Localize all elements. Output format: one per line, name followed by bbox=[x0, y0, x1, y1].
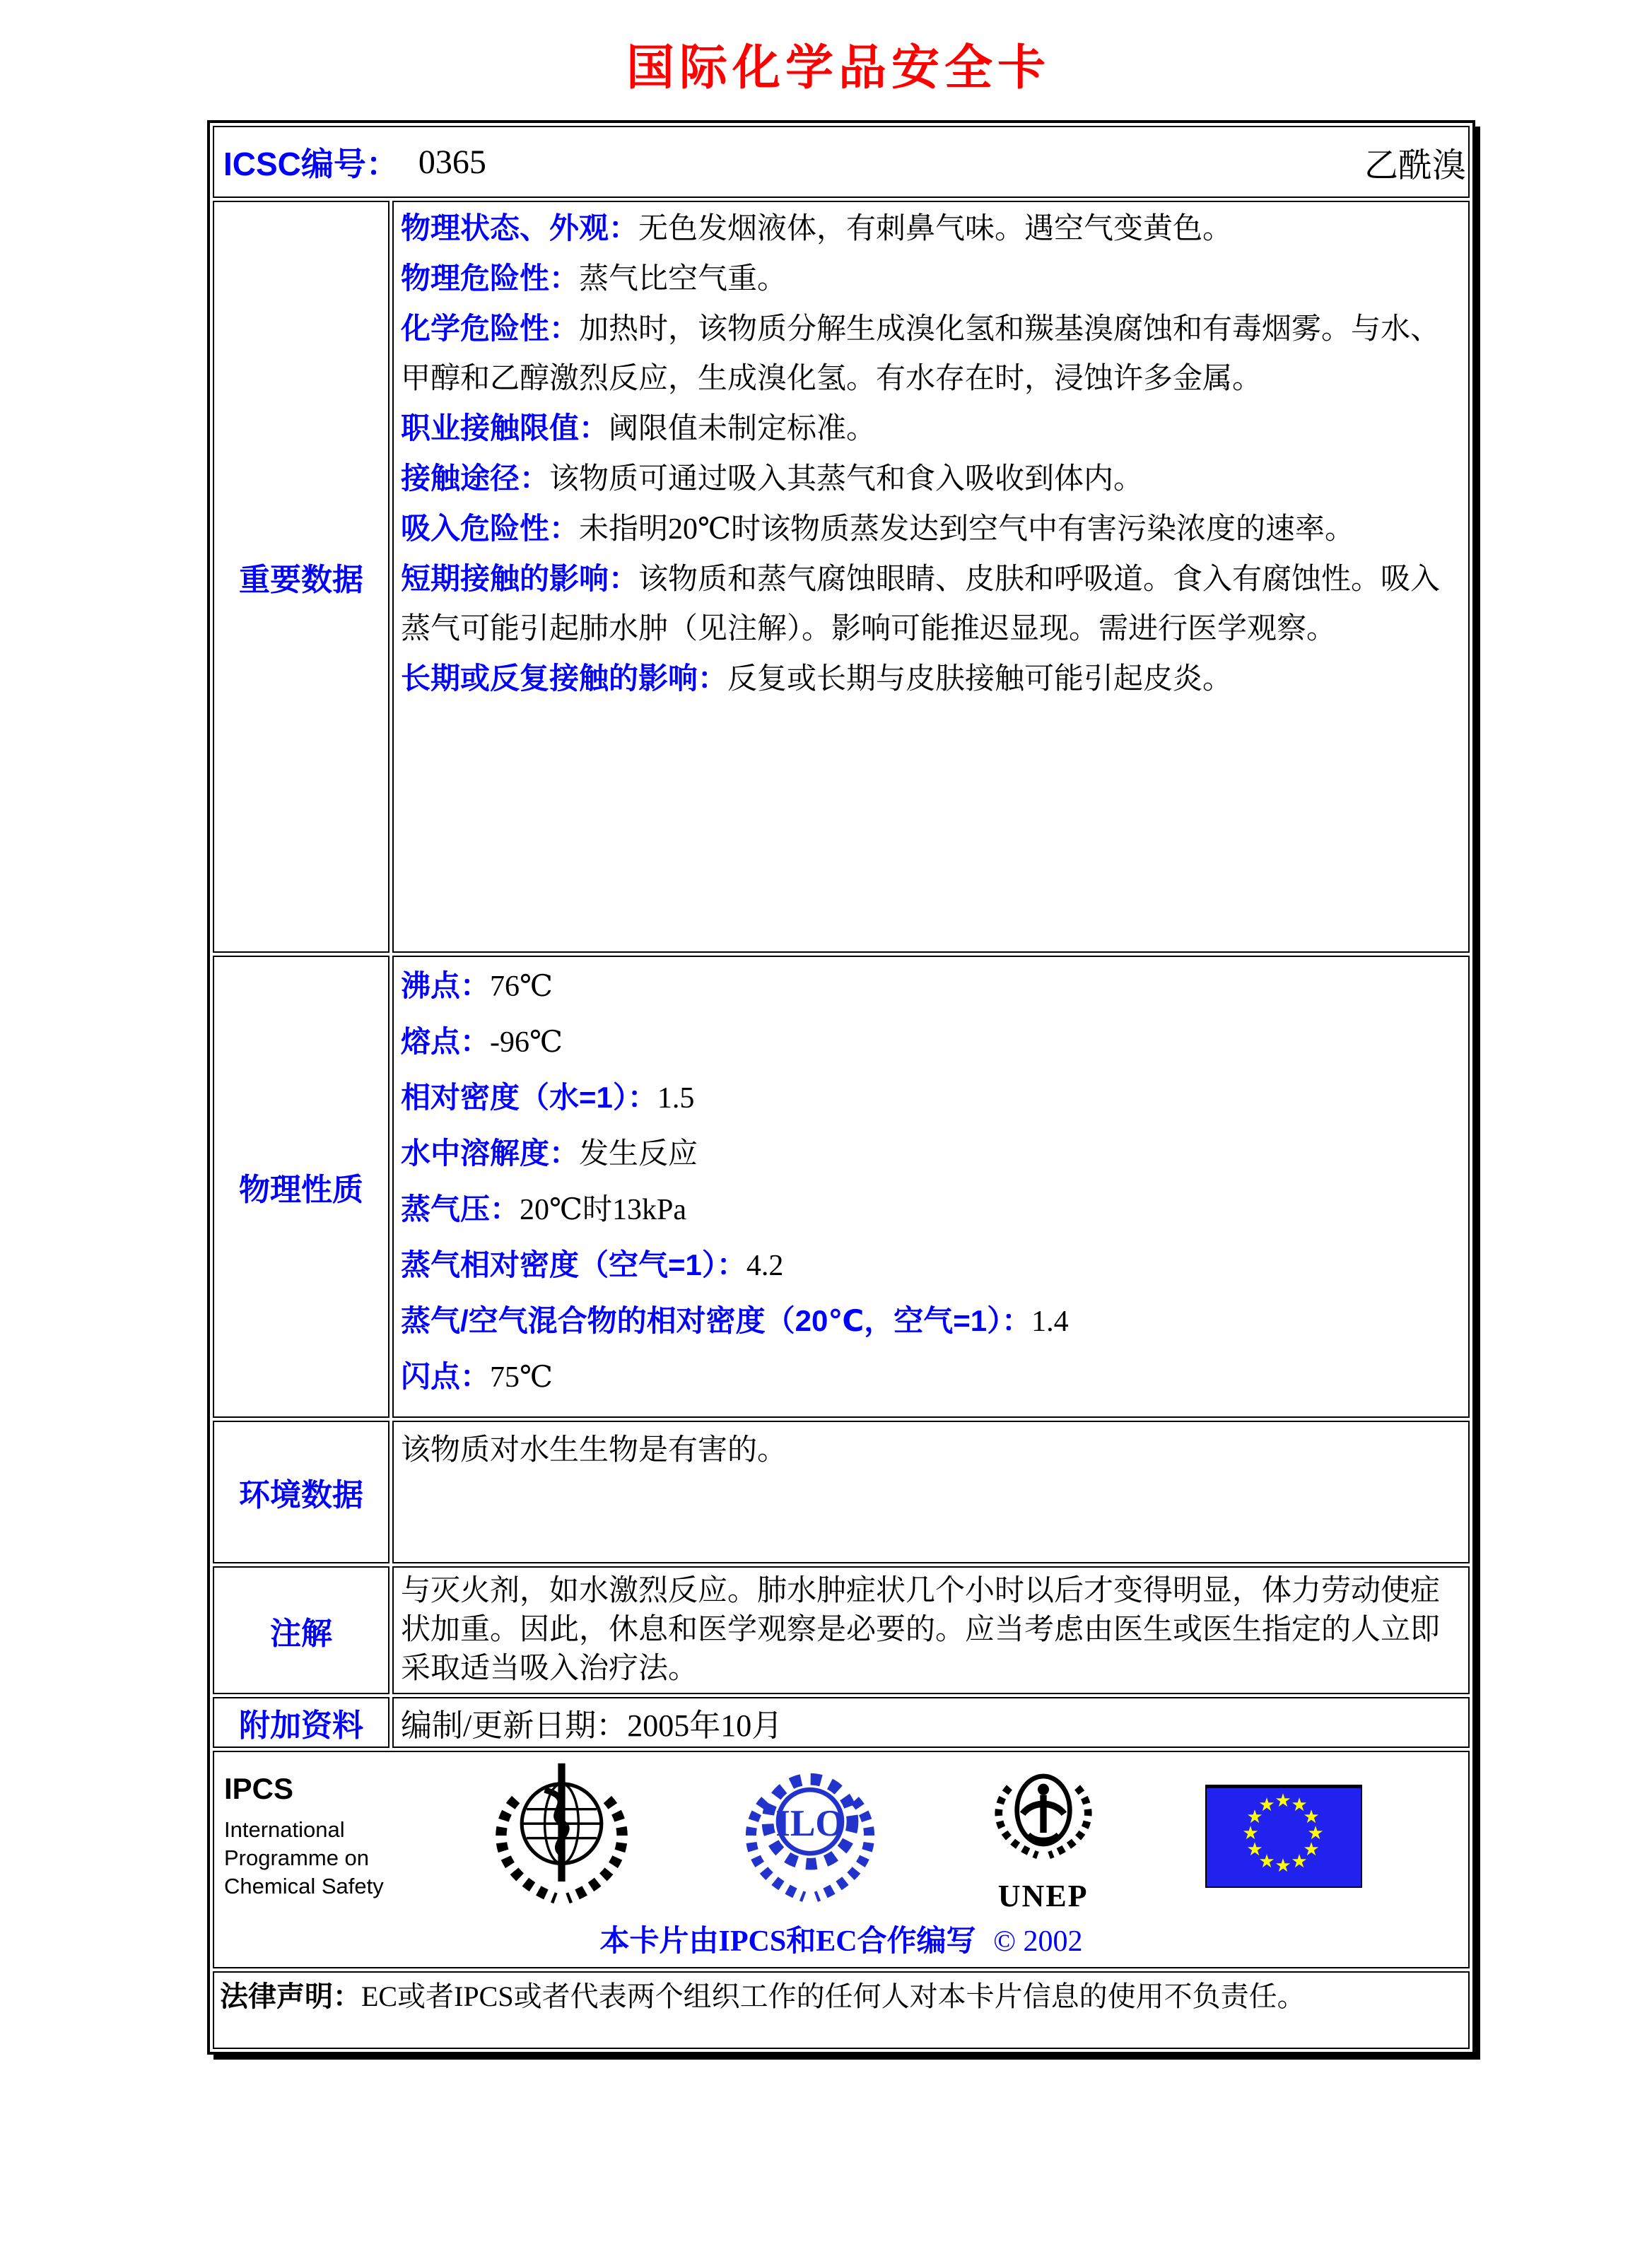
cooperation-caption bbox=[214, 1913, 1468, 1967]
data-item-text: 未指明20℃时该物质蒸发达到空气中有害污染浓度的速率。 bbox=[579, 513, 1355, 546]
data-item-label: 吸入危险性： bbox=[401, 512, 580, 545]
data-item-label: 物理危险性： bbox=[401, 262, 580, 295]
notes-row bbox=[213, 1566, 1470, 1694]
unep-logo-text: UNEP bbox=[997, 1879, 1089, 1913]
svg-text:★: ★ bbox=[1246, 1839, 1263, 1860]
logos-row bbox=[213, 1751, 1470, 1968]
data-item-label: 短期接触的影响： bbox=[401, 562, 639, 595]
svg-text:★: ★ bbox=[1258, 1795, 1275, 1816]
data-item-label: 职业接触限值： bbox=[401, 411, 609, 445]
property-value: 20℃时13kPa bbox=[520, 1194, 686, 1226]
data-item-label: 接触途径： bbox=[401, 462, 550, 495]
logos-strip bbox=[214, 1752, 1468, 1913]
svg-text:★: ★ bbox=[1275, 1790, 1291, 1812]
property-value: -96℃ bbox=[490, 1026, 563, 1059]
legal-notice-label: 法律声明： bbox=[220, 1981, 361, 2012]
property-item bbox=[401, 958, 1461, 1014]
data-item bbox=[401, 204, 1461, 254]
data-item bbox=[401, 304, 1461, 404]
physical-properties-row bbox=[213, 956, 1470, 1418]
cooperation-caption-text: 本卡片由IPCS和EC合作编写 bbox=[599, 1925, 976, 1958]
data-item-label: 长期或反复接触的影响： bbox=[401, 662, 728, 695]
property-label: 沸点： bbox=[401, 969, 491, 1002]
svg-text:★: ★ bbox=[1303, 1807, 1320, 1828]
environment-content: 该物质对水生生物是有害的。 bbox=[392, 1421, 1470, 1563]
property-item bbox=[401, 1238, 1461, 1293]
data-item-text: 蒸气比空气重。 bbox=[579, 263, 787, 295]
data-item-text: 阈限值未制定标准。 bbox=[609, 413, 877, 445]
data-item-text: 加热时，该物质分解生成溴化氢和羰基溴腐蚀和有毒烟雾。与水、甲醇和乙醇激烈反应，生成溴化氢。有水存在时，浸蚀许多金属。 bbox=[401, 313, 1441, 395]
icsc-number-label: ICSC编号： bbox=[223, 146, 399, 182]
svg-text:★: ★ bbox=[1291, 1795, 1308, 1816]
additional-info-content: 编制/更新日期：2005年10月 bbox=[392, 1697, 1470, 1748]
icsc-table bbox=[210, 123, 1472, 2052]
data-item-text: 该物质可通过吸入其蒸气和食入吸收到体内。 bbox=[549, 463, 1144, 495]
property-label: 水中溶解度： bbox=[401, 1137, 580, 1170]
svg-text:★: ★ bbox=[1291, 1851, 1308, 1872]
copyright-text: © 2002 bbox=[993, 1925, 1083, 1958]
important-data-row bbox=[213, 201, 1470, 953]
important-data-row-label: 重要数据 bbox=[213, 201, 389, 953]
svg-text:★: ★ bbox=[1303, 1839, 1320, 1860]
data-item-text: 无色发烟液体，有刺鼻气味。遇空气变黄色。 bbox=[638, 213, 1233, 245]
data-item bbox=[401, 454, 1461, 504]
svg-text:★: ★ bbox=[1242, 1823, 1259, 1844]
header-cell bbox=[213, 126, 1470, 198]
ipcs-text-block bbox=[224, 1772, 384, 1901]
property-item bbox=[401, 1126, 1461, 1182]
ilo-logo-icon bbox=[739, 1759, 881, 1914]
svg-text:★: ★ bbox=[1307, 1823, 1324, 1844]
who-logo-icon bbox=[489, 1759, 634, 1914]
data-item bbox=[401, 404, 1461, 454]
property-label: 蒸气/空气混合物的相对密度（20℃，空气=1）： bbox=[401, 1304, 1032, 1337]
eu-flag-icon bbox=[1205, 1785, 1362, 1888]
data-item bbox=[401, 504, 1461, 554]
property-value: 1.4 bbox=[1031, 1305, 1069, 1338]
notes-row-label: 注解 bbox=[213, 1566, 389, 1694]
property-label: 相对密度（水=1）： bbox=[401, 1081, 657, 1114]
additional-info-row bbox=[213, 1697, 1470, 1748]
legal-notice-text: EC或者IPCS或者代表两个组织工作的任何人对本卡片信息的使用不负责任。 bbox=[361, 1980, 1306, 2012]
property-value: 发生反应 bbox=[579, 1138, 698, 1170]
header-row bbox=[213, 126, 1470, 198]
data-item-text: 该物质和蒸气腐蚀眼睛、皮肤和呼吸道。食入有腐蚀性。吸入蒸气可能引起肺水肿（见注解）。影响可能推迟显现。需进行医学观察。 bbox=[401, 563, 1441, 645]
unep-logo-icon bbox=[987, 1759, 1100, 1914]
page-title: 国际化学品安全卡 bbox=[626, 41, 1050, 95]
property-item bbox=[401, 1014, 1461, 1070]
svg-text:★: ★ bbox=[1275, 1855, 1291, 1877]
property-value: 4.2 bbox=[746, 1250, 784, 1282]
logos-cell bbox=[213, 1751, 1470, 1968]
data-item bbox=[401, 654, 1461, 704]
property-value: 76℃ bbox=[490, 970, 553, 1003]
property-value: 75℃ bbox=[490, 1361, 553, 1394]
property-item bbox=[401, 1182, 1461, 1238]
environment-row-label: 环境数据 bbox=[213, 1421, 389, 1563]
ipcs-name: IPCS bbox=[224, 1772, 294, 1805]
property-item bbox=[401, 1293, 1461, 1349]
data-item-text: 反复或长期与皮肤接触可能引起皮炎。 bbox=[727, 663, 1233, 695]
property-item bbox=[401, 1070, 1461, 1126]
environment-row bbox=[213, 1421, 1470, 1563]
icsc-number-value: 0365 bbox=[418, 143, 486, 181]
property-label: 蒸气相对密度（空气=1）： bbox=[401, 1248, 746, 1281]
property-value: 1.5 bbox=[657, 1082, 695, 1115]
physical-properties-row-label: 物理性质 bbox=[213, 956, 389, 1418]
legal-cell bbox=[213, 1971, 1470, 2049]
icsc-card bbox=[207, 120, 1475, 2055]
chemical-name: 乙酰溴 bbox=[1364, 146, 1466, 184]
ipcs-line: International bbox=[224, 1817, 345, 1842]
property-label: 熔点： bbox=[401, 1025, 491, 1058]
svg-text:★: ★ bbox=[1258, 1851, 1275, 1872]
data-item bbox=[401, 254, 1461, 304]
svg-text:★: ★ bbox=[1246, 1807, 1263, 1828]
property-label: 蒸气压： bbox=[401, 1192, 520, 1226]
physical-properties-content bbox=[392, 956, 1470, 1418]
property-item bbox=[401, 1349, 1461, 1405]
notes-content: 与灭火剂，如水激烈反应。肺水肿症状几个小时以后才变得明显，体力劳动使症状加重。因此，休息和医学观察是必要的。应当考虑由医生或医生指定的人立即采取适当吸入治疗法。 bbox=[392, 1566, 1470, 1694]
property-label: 闪点： bbox=[401, 1360, 491, 1393]
additional-info-row-label: 附加资料 bbox=[213, 1697, 389, 1748]
legal-row bbox=[213, 1971, 1470, 2049]
data-item bbox=[401, 554, 1461, 654]
ilo-logo-text: ILO bbox=[775, 1802, 845, 1845]
important-data-content bbox=[392, 201, 1470, 953]
data-item-label: 物理状态、外观： bbox=[401, 211, 639, 245]
data-item-label: 化学危险性： bbox=[401, 312, 580, 345]
ipcs-line: Chemical Safety bbox=[224, 1874, 384, 1898]
ipcs-line: Programme on bbox=[224, 1845, 370, 1870]
